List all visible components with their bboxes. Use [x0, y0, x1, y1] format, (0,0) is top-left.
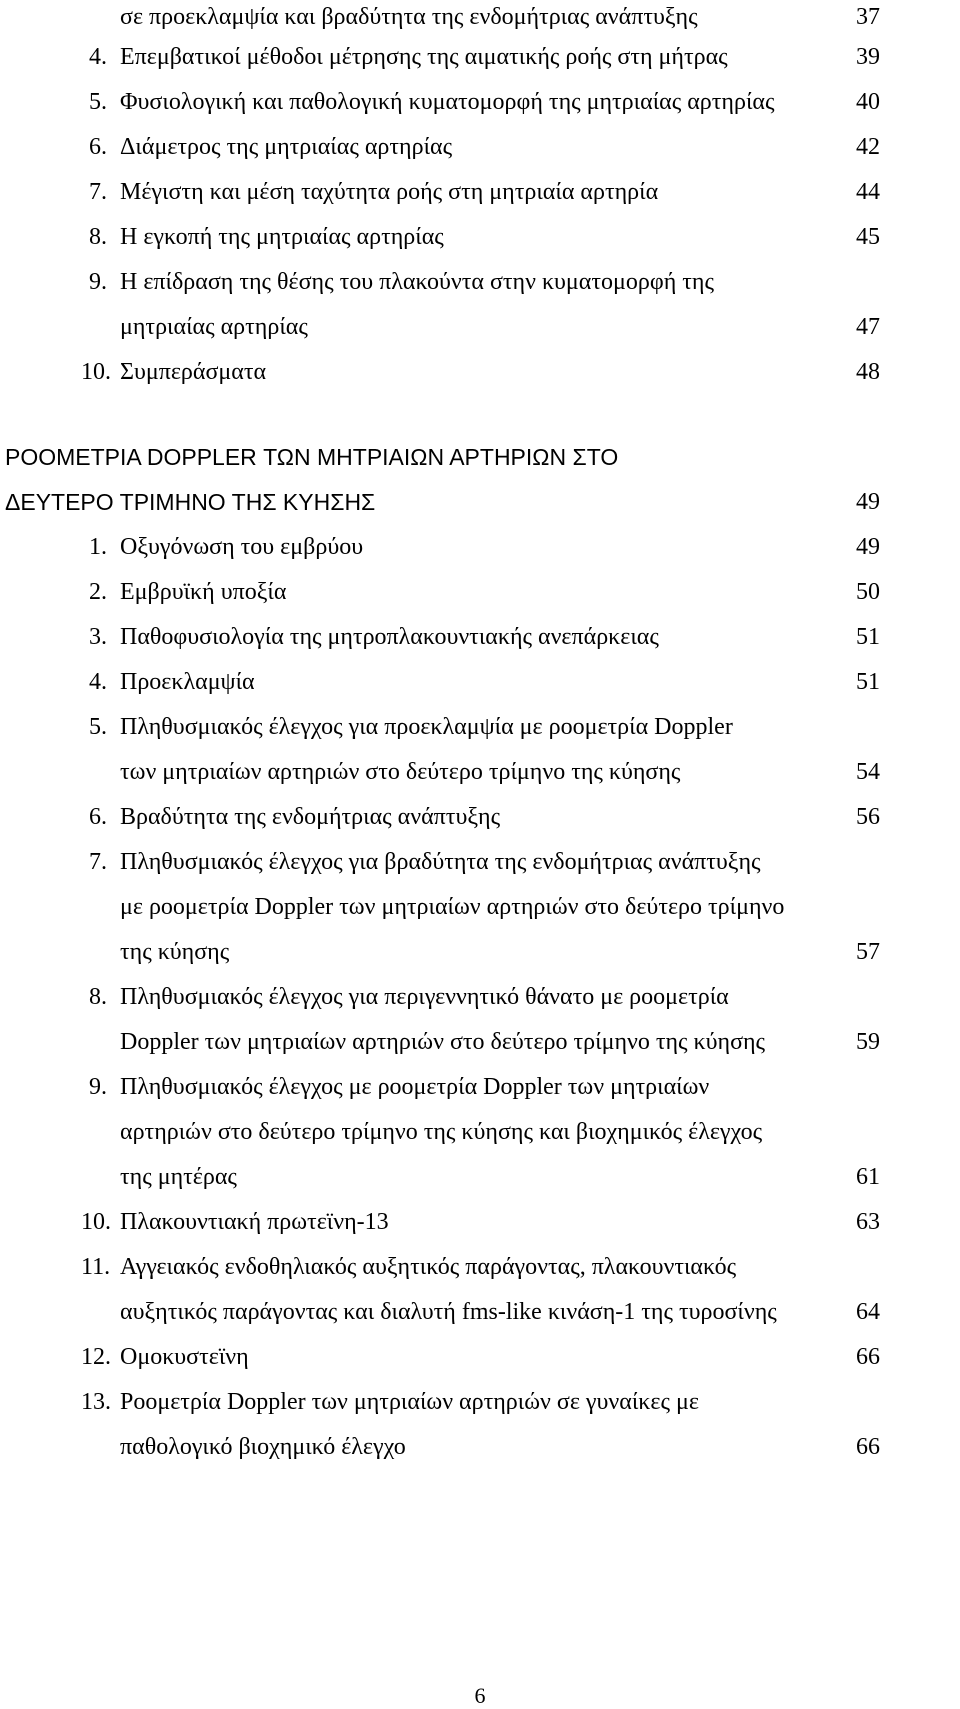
- toc-entry-number: 5.: [89, 89, 107, 115]
- toc-entry-text: της κύησης: [120, 939, 230, 965]
- toc-entry-number: 4.: [89, 44, 107, 70]
- toc-entry-number: 5.: [89, 714, 107, 740]
- toc-entry-page: 50: [856, 579, 880, 605]
- toc-entry-text: Διάμετρος της μητριαίας αρτηρίας: [120, 134, 453, 160]
- toc-entry-number: 8.: [89, 984, 107, 1010]
- toc-entry-continuation: [0, 1115, 960, 1149]
- toc-entry-number: 1.: [89, 534, 107, 560]
- toc-entry-text: Ροομετρία Doppler των μητριαίων αρτηριών σε γυναίκες με: [120, 1389, 699, 1415]
- toc-entry-number: 8.: [89, 224, 107, 250]
- toc-entry: [0, 800, 960, 834]
- toc-entry-page: 51: [856, 624, 880, 650]
- section-heading-line2: ΔΕΥΤΕΡΟ ΤΡΙΜΗΝΟ ΤΗΣ ΚΥΗΣΗΣ: [5, 489, 376, 515]
- toc-entry-page: 40: [856, 89, 880, 115]
- toc-entry-number: 4.: [89, 669, 107, 695]
- toc-entry-text: αρτηριών στο δεύτερο τρίμηνο της κύησης και βιοχημικός έλεγχος: [120, 1119, 763, 1145]
- toc-entry: [0, 175, 960, 209]
- toc-entry-text: Ομοκυστεϊνη: [120, 1344, 249, 1370]
- toc-entry-number: 12.: [81, 1344, 111, 1370]
- toc-entry-text: αυξητικός παράγοντας και διαλυτή fms-like κινάση-1 της τυροσίνης: [120, 1299, 777, 1325]
- toc-entry-page: 49: [856, 489, 880, 515]
- toc-entry-text: Φυσιολογική και παθολογική κυματομορφή της μητριαίας αρτηρίας: [120, 89, 775, 115]
- toc-entry-text: Πληθυσμιακός έλεγχος για περιγεννητικό θάνατο με ροομετρία: [120, 984, 729, 1010]
- toc-entry: [0, 710, 960, 744]
- toc-entry: [0, 620, 960, 654]
- toc-entry: [0, 575, 960, 609]
- toc-entry-page: 42: [856, 134, 880, 160]
- toc-entry-page: 49: [856, 534, 880, 560]
- toc-entry-number: 7.: [89, 179, 107, 205]
- toc-entry-text: Προεκλαμψία: [120, 669, 255, 695]
- toc-entry-number: 11.: [81, 1254, 111, 1280]
- toc-entry: [0, 1205, 960, 1239]
- toc-entry-text: της μητέρας: [120, 1164, 237, 1190]
- toc-entry: [0, 1340, 960, 1374]
- toc-entry-page: 64: [856, 1299, 880, 1325]
- toc-entry-page: 44: [856, 179, 880, 205]
- toc-entry-continuation: [0, 935, 960, 969]
- toc-entry-text: Doppler των μητριαίων αρτηριών στο δεύτερο τρίμηνο της κύησης: [120, 1029, 766, 1055]
- toc-entry-text: Οξυγόνωση του εμβρύου: [120, 534, 364, 560]
- section-heading-line1: ΡΟΟΜΕΤΡΙΑ DOPPLER ΤΩΝ ΜΗΤΡΙΑΙΩΝ ΑΡΤΗΡΙΩΝ ΣΤΟ: [5, 444, 619, 470]
- toc-entry-text: Συμπεράσματα: [120, 359, 267, 385]
- toc-entry-continuation: [0, 310, 960, 344]
- toc-entry-text: Πληθυσμιακός έλεγχος για προεκλαμψία με ροομετρία Doppler: [120, 714, 733, 740]
- toc-entry-number: 10.: [81, 359, 111, 385]
- toc-entry-page: 54: [856, 759, 880, 785]
- toc-entry-page: 57: [856, 939, 880, 965]
- toc-entry-page: 37: [856, 4, 880, 30]
- toc-entry: [0, 220, 960, 254]
- toc-entry: [0, 1070, 960, 1104]
- toc-entry-page: 45: [856, 224, 880, 250]
- toc-entry-text: παθολογικό βιοχημικό έλεγχο: [120, 1434, 406, 1460]
- toc-entry: [0, 665, 960, 699]
- toc-entry-continuation: [0, 890, 960, 924]
- toc-entry-text: Πληθυσμιακός έλεγχος για βραδύτητα της ενδομήτριας ανάπτυξης: [120, 849, 761, 875]
- toc-entry-continuation: [0, 1295, 960, 1329]
- toc-entry: [0, 40, 960, 74]
- toc-entry-page: 56: [856, 804, 880, 830]
- toc-entry-text: σε προεκλαμψία και βραδύτητα της ενδομήτριας ανάπτυξης: [120, 4, 698, 30]
- toc-entry-page: 61: [856, 1164, 880, 1190]
- toc-entry-text: Αγγειακός ενδοθηλιακός αυξητικός παράγοντας, πλακουντιακός: [120, 1254, 737, 1280]
- toc-entry-text: Βραδύτητα της ενδομήτριας ανάπτυξης: [120, 804, 501, 830]
- toc-entry-continuation: [0, 1025, 960, 1059]
- toc-entry-page: 59: [856, 1029, 880, 1055]
- toc-entry: [0, 85, 960, 119]
- toc-entry-text: Η εγκοπή της μητριαίας αρτηρίας: [120, 224, 444, 250]
- toc-entry-text: μητριαίας αρτηρίας: [120, 314, 308, 340]
- toc-entry-page: 63: [856, 1209, 880, 1235]
- toc-entry-number: 6.: [89, 804, 107, 830]
- toc-entry-text: Εμβρυϊκή υποξία: [120, 579, 287, 605]
- toc-entry-page: 51: [856, 669, 880, 695]
- toc-entry-text: Η επίδραση της θέσης του πλακούντα στην κυματομορφή της: [120, 269, 714, 295]
- toc-entry-number: 10.: [81, 1209, 111, 1235]
- section-heading: [0, 485, 960, 519]
- toc-entry: [0, 530, 960, 564]
- toc-entry-number: 6.: [89, 134, 107, 160]
- toc-entry: [0, 980, 960, 1014]
- toc-entry: [0, 265, 960, 299]
- toc-entry-text: των μητριαίων αρτηριών στο δεύτερο τρίμηνο της κύησης: [120, 759, 681, 785]
- toc-entry-text: Παθοφυσιολογία της μητροπλακουντιακής ανεπάρκειας: [120, 624, 659, 650]
- toc-entry-continuation: [0, 755, 960, 789]
- toc-entry-page: 48: [856, 359, 880, 385]
- toc-entry-text: με ροομετρία Doppler των μητριαίων αρτηριών στο δεύτερο τρίμηνο: [120, 894, 785, 920]
- toc-entry-continuation: [0, 1160, 960, 1194]
- page-number: 6: [474, 1683, 486, 1708]
- toc-entry: [0, 1385, 960, 1419]
- toc-entry-number: 2.: [89, 579, 107, 605]
- toc-entry: [0, 1250, 960, 1284]
- toc-entry-number: 7.: [89, 849, 107, 875]
- toc-entry-number: 9.: [89, 269, 107, 295]
- toc-entry: [0, 0, 960, 34]
- toc-entry-text: Επεμβατικοί μέθοδοι μέτρησης της αιματικής ροής στη μήτρας: [120, 44, 728, 70]
- toc-entry: [0, 355, 960, 389]
- toc-entry-number: 9.: [89, 1074, 107, 1100]
- toc-entry-text: Πλακουντιακή πρωτεϊνη-13: [120, 1209, 389, 1235]
- toc-entry: [0, 130, 960, 164]
- toc-entry: [0, 845, 960, 879]
- toc-entry-text: Πληθυσμιακός έλεγχος με ροομετρία Doppler των μητριαίων: [120, 1074, 710, 1100]
- toc-entry-continuation: [0, 1430, 960, 1464]
- toc-entry-page: 47: [856, 314, 880, 340]
- toc-entry-page: 39: [856, 44, 880, 70]
- toc-entry-page: 66: [856, 1344, 880, 1370]
- toc-entry-page: 66: [856, 1434, 880, 1460]
- toc-entry-number: 13.: [81, 1389, 111, 1415]
- toc-entry-text: Μέγιστη και μέση ταχύτητα ροής στη μητριαία αρτηρία: [120, 179, 659, 205]
- toc-entry-number: 3.: [89, 624, 107, 650]
